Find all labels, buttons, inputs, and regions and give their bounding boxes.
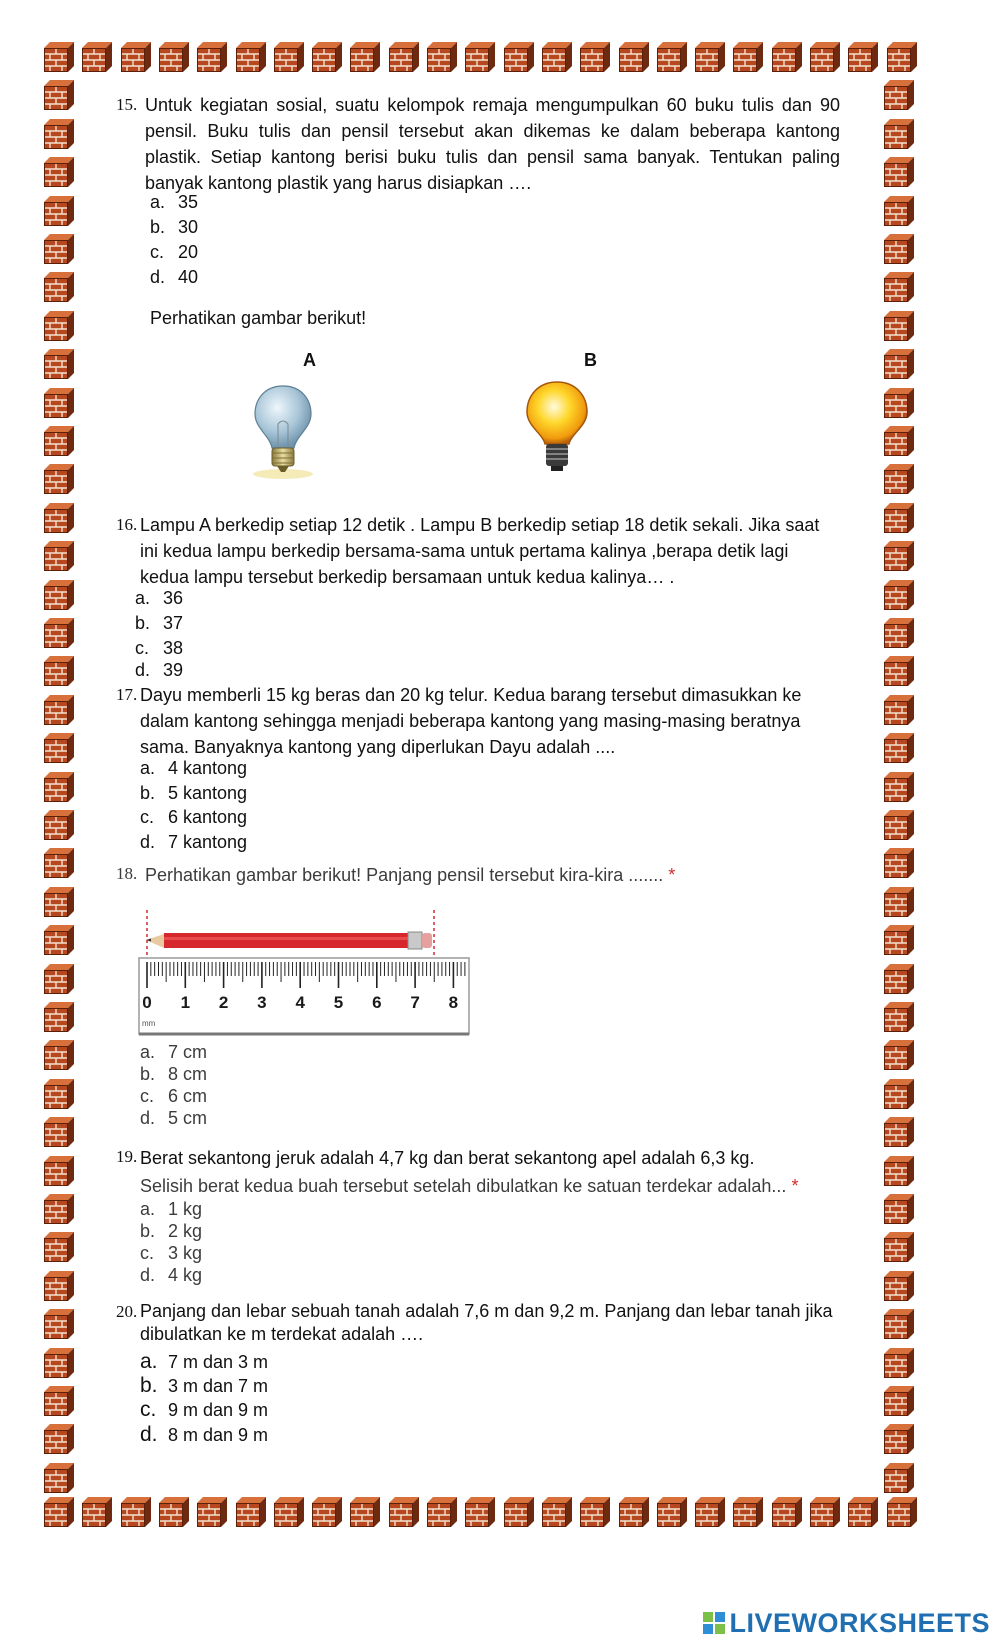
brick-icon [44,196,74,226]
brick-icon [312,42,342,72]
brick-icon [884,1424,914,1454]
question-16 [110,512,880,680]
question-text-2: Selisih berat kedua buah tersebut setelah dibulatkan ke satuan terdekar adalah... * [140,1176,799,1196]
brick-icon [44,311,74,341]
brick-icon [884,925,914,955]
brick-icon [884,656,914,686]
brick-icon [884,426,914,456]
ruler-tick-label: 0 [142,993,152,1012]
ruler-tick-label: 5 [333,993,344,1012]
brick-icon [884,80,914,110]
brick-icon [44,426,74,456]
brick-icon [884,503,914,533]
brick-icon [580,42,610,72]
brick-icon [44,1463,74,1493]
brick-icon [121,42,151,72]
brick-icon [44,810,74,840]
question-text: Perhatikan gambar berikut! Panjang pensil tersebut kira-kira ....... * [145,865,676,885]
question-text: Lampu A berkedip setiap 12 detik . Lampu B berkedip setiap 18 detik sekali. Jika saat ini kedua lampu berkedip bersama-sama untuk pertama kalinya ,berapa detik lagi kedua lampu tersebut berkedip bersamaan untuk kedua kalinya… . [140,515,820,587]
required-star: * [791,1176,799,1196]
brick-icon [44,80,74,110]
brick-icon [44,1040,74,1070]
pencil-icon [146,932,432,949]
option-b[interactable]: b. 30 [150,217,199,237]
brick-icon [504,42,534,72]
brick-icon [884,1002,914,1032]
brick-icon [733,1497,763,1527]
brick-icon [848,42,878,72]
ruler-tick-label: 7 [410,993,420,1012]
brick-icon [44,848,74,878]
brick-icon [884,887,914,917]
brick-icon [44,580,74,610]
brick-icon [884,272,914,302]
brick-icon [44,503,74,533]
brick-icon [695,1497,725,1527]
option-c[interactable]: c. 9 m dan 9 m [140,1398,269,1421]
option-c[interactable]: c. 20 [150,242,199,262]
brick-icon [884,1079,914,1109]
brick-icon [772,42,802,72]
brick-icon [44,695,74,725]
option-a[interactable]: a. 36 [135,588,184,608]
brick-icon [44,1194,74,1224]
brick-icon [350,1497,380,1527]
brick-icon [44,1309,74,1339]
liveworksheets-logo[interactable] [702,1608,990,1639]
brick-icon [44,119,74,149]
question-text: Untuk kegiatan sosial, suatu kelompok remaja mengumpulkan 60 buku tulis dan 90 pensil. Buku tulis dan pensil tersebut akan dikemas ke dalam beberapa kantong plastik. Setiap kantong berisi buku tulis dan pensil sama banyak. Tentukan paling banyak kantong plastik yang harus disiapkan …. [145,95,840,193]
brick-icon [887,42,917,72]
brick-icon [504,1497,534,1527]
brick-icon [884,964,914,994]
option-a[interactable]: a. 1 kg [140,1199,203,1219]
brick-icon [884,196,914,226]
brick-icon [884,311,914,341]
brick-icon [657,42,687,72]
brick-icon [44,1271,74,1301]
brick-icon [274,1497,304,1527]
brick-icon [274,42,304,72]
brick-icon [44,388,74,418]
question-number: 18. [116,864,138,883]
brick-icon [580,1497,610,1527]
question-20 [110,1300,880,1446]
brick-icon [884,1271,914,1301]
brick-icon [884,388,914,418]
bulb-label-b: B [584,350,597,370]
brick-icon [44,964,74,994]
brick-icon [733,42,763,72]
brick-icon [197,42,227,72]
brick-icon [542,42,572,72]
option-d[interactable]: d. 8 m dan 9 m [140,1423,269,1446]
brick-icon [44,887,74,917]
brick-icon [619,42,649,72]
option-a[interactable]: a. 35 [150,192,199,212]
brick-icon [44,733,74,763]
brick-icon [44,1079,74,1109]
question-number: 19. [116,1147,138,1166]
option-c[interactable]: c. 6 kantong [140,807,248,827]
option-b[interactable]: b. 37 [135,613,184,633]
question-17 [110,682,880,852]
brick-icon [884,695,914,725]
option-d[interactable]: d. 7 kantong [140,832,248,852]
brick-icon [236,1497,266,1527]
option-a[interactable]: a. 7 m dan 3 m [140,1350,269,1373]
question-number: 17. [116,685,138,704]
brick-icon [542,1497,572,1527]
brick-icon [44,1497,74,1527]
question-number: 20. [116,1302,138,1321]
brick-icon [44,1348,74,1378]
brick-icon [884,772,914,802]
brick-icon [465,1497,495,1527]
option-b[interactable]: b. 8 cm [140,1064,208,1084]
brick-icon [44,1156,74,1186]
brick-icon [884,1463,914,1493]
brick-icon [810,1497,840,1527]
option-a[interactable]: a. 7 cm [140,1042,208,1062]
brick-icon [884,1117,914,1147]
brick-icon [884,349,914,379]
liveworksheets-grid-icon [702,1611,726,1635]
brick-icon [884,580,914,610]
brick-icon [44,42,74,72]
brick-icon [389,42,419,72]
brick-icon [848,1497,878,1527]
brick-icon [884,1348,914,1378]
brick-icon [159,42,189,72]
brick-icon [389,1497,419,1527]
question-text: Panjang dan lebar sebuah tanah adalah 7,6 m dan 9,2 m. Panjang dan lebar tanah jika dibulatkan ke m terdekat adalah …. [140,1301,833,1344]
option-c[interactable]: c. 6 cm [140,1086,208,1106]
brick-icon [884,234,914,264]
brand-name: LIVEWORKSHEETS [729,1608,990,1638]
brick-icon [44,618,74,648]
brick-icon [44,541,74,571]
bulb-b-on-icon [523,380,591,476]
ruler-unit: mm [142,1019,156,1028]
brick-icon [312,1497,342,1527]
brick-icon [44,349,74,379]
brick-icon [44,1232,74,1262]
brick-icon [44,1002,74,1032]
ruler-tick-label: 8 [448,993,459,1012]
brick-icon [884,541,914,571]
brick-icon [197,1497,227,1527]
brick-icon [44,1386,74,1416]
brick-icon [44,656,74,686]
ruler-tick-label: 2 [218,993,229,1012]
figure-intro: Perhatikan gambar berikut! [150,308,367,328]
option-c[interactable]: c. 38 [135,638,184,658]
brick-icon [159,1497,189,1527]
brick-icon [884,1194,914,1224]
brick-icon [695,42,725,72]
brick-icon [121,1497,151,1527]
question-18 [110,862,880,1128]
option-b[interactable]: b. 5 kantong [140,783,248,803]
option-d[interactable]: d. 4 kg [140,1265,203,1285]
brick-icon [44,1424,74,1454]
required-star: * [668,865,676,885]
brick-icon [884,1040,914,1070]
option-d[interactable]: d. 40 [150,267,199,287]
brick-icon [44,157,74,187]
brick-icon [884,848,914,878]
brick-icon [427,42,457,72]
question-text-1: Berat sekantong jeruk adalah 4,7 kg dan berat sekantong apel adalah 6,3 kg. [140,1148,755,1168]
option-a[interactable]: a. 4 kantong [140,758,248,778]
bulb-label-a: A [303,350,316,370]
ruler-tick-label: 1 [180,993,191,1012]
ruler-tick-label: 6 [372,993,382,1012]
question-number: 15. [116,95,138,114]
option-b[interactable]: b. 2 kg [140,1221,203,1241]
brick-icon [44,925,74,955]
brick-icon [44,1117,74,1147]
brick-icon [350,42,380,72]
brick-icon [884,464,914,494]
ruler-tick-label: 4 [295,993,305,1012]
brick-icon [884,733,914,763]
brick-icon [884,1156,914,1186]
brick-icon [44,464,74,494]
question-number: 16. [116,515,138,534]
brick-icon [465,42,495,72]
option-b[interactable]: b. 3 m dan 7 m [140,1374,269,1397]
brick-icon [884,618,914,648]
brick-icon [427,1497,457,1527]
ruler-tick-labels [142,993,458,1012]
brick-icon [884,1386,914,1416]
brick-icon [44,272,74,302]
brick-icon [884,119,914,149]
brick-icon [884,1309,914,1339]
brick-icon [82,42,112,72]
brick-icon [884,1232,914,1262]
question-15 [110,92,880,287]
question-text: Dayu memberli 15 kg beras dan 20 kg telur. Kedua barang tersebut dimasukkan ke dalam kantong sehingga menjadi beberapa kantong yang masing-masing beratnya sama. Banyaknya kantong yang diperlukan Dayu adalah .... [140,685,802,757]
brick-icon [236,42,266,72]
option-c[interactable]: c. 3 kg [140,1243,203,1263]
brick-icon [44,772,74,802]
option-d[interactable]: d. 39 [135,660,184,680]
brick-icon [657,1497,687,1527]
brick-icon [82,1497,112,1527]
brick-icon [810,42,840,72]
brick-icon [619,1497,649,1527]
brick-icon [44,234,74,264]
brick-icon [884,157,914,187]
pencil-ruler-figure [138,910,474,1040]
brick-icon [884,810,914,840]
brick-icon [772,1497,802,1527]
question-19 [110,1145,880,1285]
option-d[interactable]: d. 5 cm [140,1108,208,1128]
bulb-a-off-icon [250,384,316,480]
brick-icon [887,1497,917,1527]
ruler-tick-label: 3 [257,993,267,1012]
